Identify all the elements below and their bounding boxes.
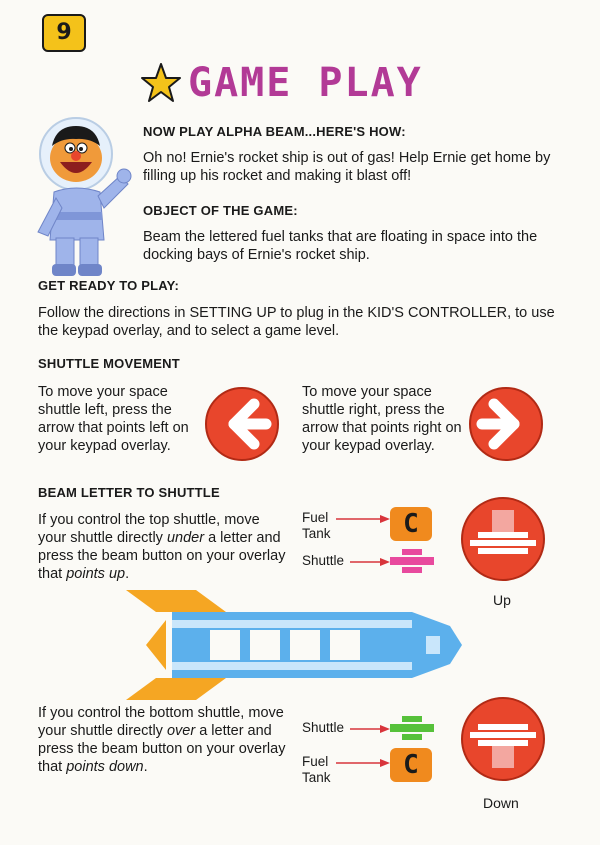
page-title-row — [140, 58, 423, 108]
get-ready-text: Follow the directions in SETTING UP to plug in the KID'S CONTROLLER, to use the keypad overlay, and to select a game level. — [38, 305, 555, 339]
arrow-to-shuttle-top-icon — [350, 555, 390, 569]
down-caption: Down — [483, 795, 519, 811]
top-shuttle-text: If you control the top shuttle, move your shuttle directly under a letter and press the beam button on your overlay that points up. — [38, 512, 286, 582]
beam-down-button-icon — [460, 696, 546, 782]
page-number-badge: 9 — [42, 14, 86, 52]
get-ready-heading: GET READY TO PLAY: — [38, 278, 180, 293]
up-caption: Up — [493, 592, 511, 608]
fuel-tank-label-bottom: Fuel Tank — [302, 754, 331, 785]
fuel-tank-top: C — [390, 507, 432, 541]
ernie-astronaut-illustration — [34, 112, 134, 282]
fuel-tank-label-top: Fuel Tank — [302, 510, 331, 541]
left-arrow-button-icon — [204, 386, 280, 462]
move-left-text: To move your space shuttle left, press the arrow that points left on your keypad overlay. — [38, 384, 189, 454]
now-play-text: Oh no! Ernie's rocket ship is out of gas! Help Ernie get home by filling up his rocket and making it blast off! — [143, 150, 551, 184]
arrow-to-shuttle-bottom-icon — [350, 722, 390, 736]
fuel-tank-bottom: C — [390, 748, 432, 782]
object-text: Beam the lettered fuel tanks that are floating in space into the docking bays of Ernie's rocket ship. — [143, 229, 538, 263]
right-arrow-button-icon — [468, 386, 544, 462]
shuttle-label-bottom: Shuttle — [302, 720, 345, 735]
move-right-text: To move your space shuttle right, press the arrow that points right on your keypad overlay. — [302, 384, 462, 454]
shuttle-green-icon — [390, 716, 434, 740]
bottom-shuttle-text: If you control the bottom shuttle, move your shuttle directly over a letter and press the beam button on your overlay that points down. — [38, 705, 286, 775]
star-icon — [140, 62, 182, 104]
shuttle-pink-icon — [390, 549, 434, 573]
shuttle-movement-heading: SHUTTLE MOVEMENT — [38, 356, 180, 371]
beam-up-button-icon — [460, 496, 546, 582]
shuttle-label-top: Shuttle — [302, 553, 345, 568]
beam-letter-heading: BEAM LETTER TO SHUTTLE — [38, 485, 220, 500]
ernie-rocket-ship-illustration — [126, 590, 466, 700]
object-heading: OBJECT OF THE GAME: — [143, 203, 298, 218]
arrow-to-tank-bottom-icon — [336, 756, 390, 770]
page-title: GAME PLAY — [188, 60, 423, 106]
arrow-to-tank-top-icon — [336, 512, 390, 526]
now-play-heading: NOW PLAY ALPHA BEAM...HERE'S HOW: — [143, 124, 406, 139]
